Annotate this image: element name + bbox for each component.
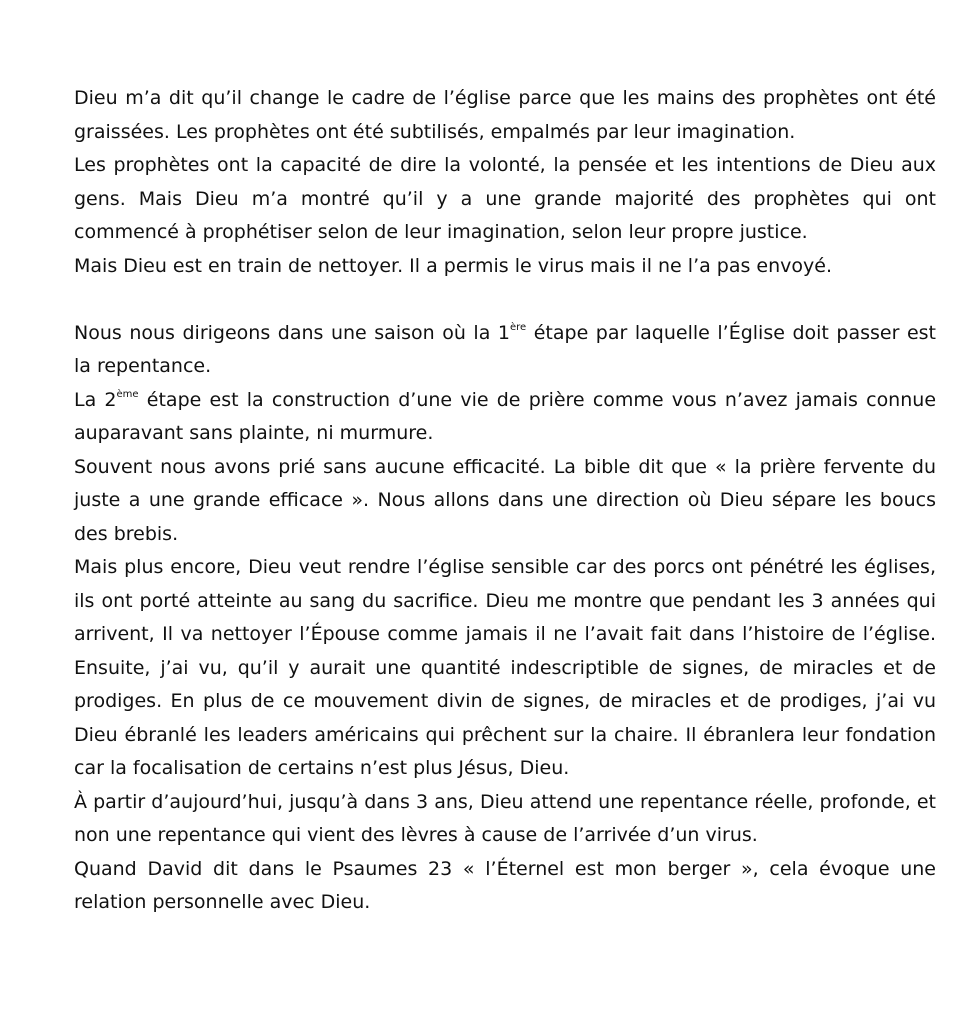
paragraph-5-start: La 2 bbox=[74, 388, 117, 411]
paragraph-9: Quand David dit dans le Psaumes 23 « l’Éternel est mon berger », cela évoque une relation personnelle avec Dieu. bbox=[74, 857, 936, 913]
paragraph-1: Dieu m’a dit qu’il change le cadre de l’église parce que les mains des prophètes ont été graissées. Les prophètes ont été subtilisés, empalmés par leur imagination. bbox=[74, 87, 936, 143]
paragraph-4 bbox=[74, 317, 936, 384]
paragraph-5-end: étape est la construction d’une vie de prière comme vous n’avez jamais connue auparavant sans plainte, ni murmure. bbox=[74, 388, 937, 444]
ordinal-superscript-2: ème bbox=[116, 388, 139, 400]
paragraph-2: Les prophètes ont la capacité de dire la volonté, la pensée et les intentions de Dieu aux gens. Mais Dieu m’a montré qu’il y a une grande majorité des prophètes qui ont commencé à prophétiser selon de leur imagination, selon leur propre justice. bbox=[74, 154, 936, 243]
paragraph-4-start: Nous nous dirigeons dans une saison où la 1 bbox=[74, 321, 510, 344]
paragraph-4-end: étape par laquelle l’Église doit passer est la repentance. bbox=[74, 321, 936, 377]
document-body bbox=[74, 82, 936, 920]
paragraph-3: Mais Dieu est en train de nettoyer. Il a permis le virus mais il ne l’a pas envoyé. bbox=[74, 254, 833, 277]
paragraph-6: Souvent nous avons prié sans aucune efficacité. La bible dit que « la prière fervente du juste a une grande efficace ». Nous allons dans une direction où Dieu sépare les boucs des brebis. bbox=[74, 455, 936, 545]
ordinal-superscript-1: ère bbox=[509, 321, 527, 333]
paragraph-5 bbox=[74, 384, 936, 451]
paragraph-7: Mais plus encore, Dieu veut rendre l’église sensible car des porcs ont pénétré les églises, ils ont porté atteinte au sang du sacrifice. Dieu me montre que pendant les 3 années qui arrivent, Il va nettoyer l’Épouse comme jamais il ne l’avait fait dans l’histoire de l’église. Ensuite, j’ai vu, qu’il y aurait une quantité indescriptible de signes, de miracles et de prodiges. En plus de ce mouvement divin de signes, de miracles et de prodiges, j’ai vu Dieu ébranlé les leaders américains qui prêchent sur la chaire. Il ébranlera leur fondation car la focalisation de certains n’est plus Jésus, Dieu. bbox=[74, 556, 936, 779]
paragraph-8: À partir d’aujourd’hui, jusqu’à dans 3 ans, Dieu attend une repentance réelle, profonde, et non une repentance qui vient des lèvres à cause de l’arrivée d’un virus. bbox=[74, 790, 936, 846]
